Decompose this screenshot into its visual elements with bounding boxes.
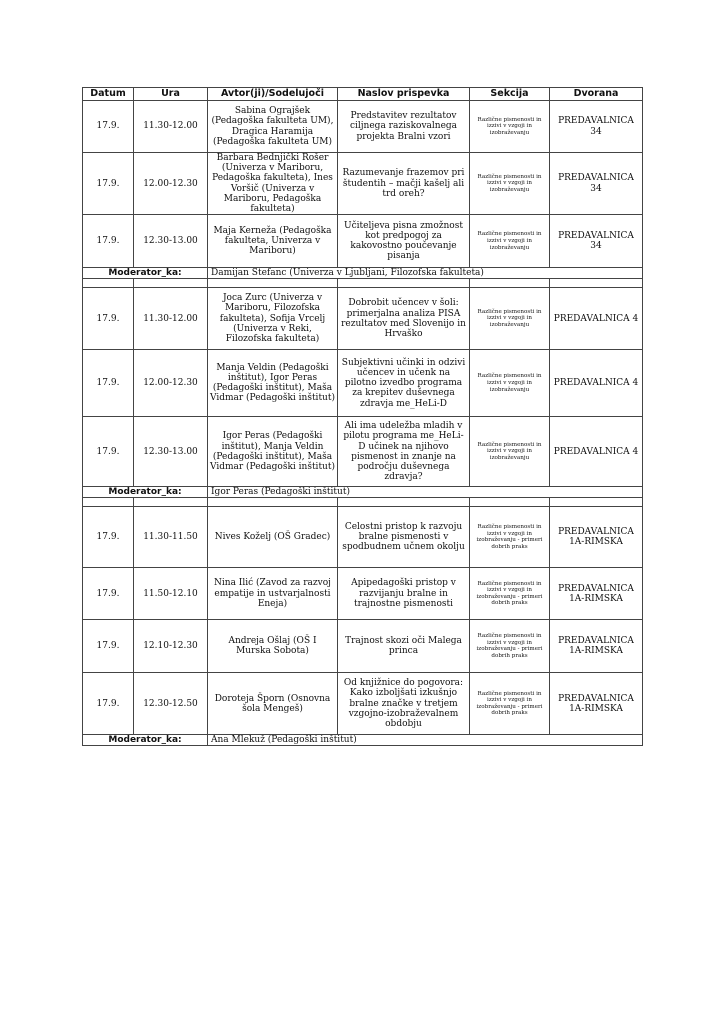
schedule-body — [83, 101, 643, 746]
cell-datum: 17.9. — [83, 568, 134, 620]
session-row — [83, 350, 643, 417]
cell-avtor: Igor Peras (Pedagoški inštitut), Manja Veldin (Pedagoški inštitut), Maša Vidmar (Pedagoški inštitut) — [208, 417, 338, 487]
cell-datum: 17.9. — [83, 153, 134, 215]
cell-naslov: Dobrobit učencev v šoli: primerjalna analiza PISA rezultatov med Slovenijo in Hrvaško — [338, 288, 470, 350]
session-row — [83, 568, 643, 620]
cell-dvorana: PREDAVALNICA 1A-RIMSKA — [550, 507, 643, 568]
moderator-name: Igor Peras (Pedagoški inštitut) — [208, 487, 643, 498]
cell-sekcija: Različne pismenosti in izzivi v vzgoji in izobraževanju - primeri dobrih praks — [470, 507, 550, 568]
cell-datum: 17.9. — [83, 101, 134, 153]
cell-dvorana: PREDAVALNICA 1A-RIMSKA — [550, 673, 643, 735]
cell-naslov: Predstavitev rezultatov ciljnega raziskovalnega projekta Bralni vzori — [338, 101, 470, 153]
cell-dvorana: PREDAVALNICA 4 — [550, 350, 643, 417]
cell-ura: 11.30-11.50 — [134, 507, 208, 568]
spacer-cell — [134, 279, 208, 288]
session-row — [83, 101, 643, 153]
header-datum: Datum — [83, 88, 134, 101]
spacer-cell — [134, 498, 208, 507]
cell-sekcija: Različne pismenosti in izzivi v vzgoji in izobraževanju — [470, 288, 550, 350]
cell-naslov: Subjektivni učinki in odzivi učencev in učenk na pilotno izvedbo programa za krepitev duševnega zdravja me_HeLi-D — [338, 350, 470, 417]
spacer-cell — [470, 498, 550, 507]
cell-naslov: Apipedagoški pristop v razvijanju bralne in trajnostne pismenosti — [338, 568, 470, 620]
spacer-cell — [550, 498, 643, 507]
cell-ura: 12.30-12.50 — [134, 673, 208, 735]
moderator-row — [83, 487, 643, 498]
spacer-cell — [338, 498, 470, 507]
cell-dvorana: PREDAVALNICA 34 — [550, 153, 643, 215]
cell-ura: 12.00-12.30 — [134, 153, 208, 215]
moderator-row — [83, 268, 643, 279]
header-row — [83, 88, 643, 101]
cell-avtor: Nives Koželj (OŠ Gradec) — [208, 507, 338, 568]
session-row — [83, 215, 643, 268]
moderator-label: Moderator_ka: — [83, 268, 208, 279]
spacer-cell — [208, 279, 338, 288]
header-naslov: Naslov prispevka — [338, 88, 470, 101]
cell-dvorana: PREDAVALNICA 4 — [550, 417, 643, 487]
cell-datum: 17.9. — [83, 620, 134, 673]
cell-datum: 17.9. — [83, 215, 134, 268]
cell-avtor: Andreja Ošlaj (OŠ I Murska Sobota) — [208, 620, 338, 673]
spacer-cell — [338, 279, 470, 288]
moderator-label: Moderator_ka: — [83, 487, 208, 498]
header-dvorana: Dvorana — [550, 88, 643, 101]
cell-datum: 17.9. — [83, 673, 134, 735]
session-row — [83, 288, 643, 350]
cell-sekcija: Različne pismenosti in izzivi v vzgoji in izobraževanju — [470, 101, 550, 153]
cell-sekcija: Različne pismenosti in izzivi v vzgoji in izobraževanju — [470, 215, 550, 268]
cell-avtor: Maja Kerneža (Pedagoška fakulteta, Univerza v Mariboru) — [208, 215, 338, 268]
cell-avtor: Nina Ilić (Zavod za razvoj empatije in ustvarjalnosti Eneja) — [208, 568, 338, 620]
cell-naslov: Od knjižnice do pogovora: Kako izboljšati izkušnjo bralne značke v tretjem vzgojno-izobraževalnem obdobju — [338, 673, 470, 735]
cell-ura: 12.00-12.30 — [134, 350, 208, 417]
cell-avtor: Barbara Bednjički Rošer (Univerza v Mariboru, Pedagoška fakulteta), Ines Voršič (Univerza v Mariboru, Pedagoška fakulteta) — [208, 153, 338, 215]
cell-sekcija: Različne pismenosti in izzivi v vzgoji in izobraževanju — [470, 153, 550, 215]
cell-dvorana: PREDAVALNICA 34 — [550, 215, 643, 268]
cell-ura: 11.30-12.00 — [134, 288, 208, 350]
cell-dvorana: PREDAVALNICA 4 — [550, 288, 643, 350]
cell-datum: 17.9. — [83, 288, 134, 350]
spacer-cell — [470, 279, 550, 288]
cell-ura: 12.30-13.00 — [134, 417, 208, 487]
cell-dvorana: PREDAVALNICA 1A-RIMSKA — [550, 568, 643, 620]
moderator-name: Ana Mlekuž (Pedagoški inštitut) — [208, 735, 643, 746]
cell-avtor: Joca Zurc (Univerza v Mariboru, Filozofska fakulteta), Sofija Vrcelj (Univerza v Reki, Filozofska fakulteta) — [208, 288, 338, 350]
session-row — [83, 507, 643, 568]
spacer-cell — [83, 498, 134, 507]
header-ura: Ura — [134, 88, 208, 101]
header-sekcija: Sekcija — [470, 88, 550, 101]
session-row — [83, 417, 643, 487]
session-row — [83, 153, 643, 215]
cell-datum: 17.9. — [83, 417, 134, 487]
cell-naslov: Razumevanje frazemov pri študentih – mačji kašelj ali trd oreh? — [338, 153, 470, 215]
cell-sekcija: Različne pismenosti in izzivi v vzgoji in izobraževanju - primeri dobrih praks — [470, 620, 550, 673]
cell-naslov: Učiteljeva pisna zmožnost kot predpogoj za kakovostno poučevanje pisanja — [338, 215, 470, 268]
cell-naslov: Ali ima udeležba mladih v pilotu programa me_HeLi-D učinek na njihovo pismenost in znanje na področju duševnega zdravja? — [338, 417, 470, 487]
moderator-name: Damijan Štefanc (Univerza v Ljubljani, Filozofska fakulteta) — [208, 268, 643, 279]
cell-dvorana: PREDAVALNICA 1A-RIMSKA — [550, 620, 643, 673]
cell-avtor: Doroteja Šporn (Osnovna šola Mengeš) — [208, 673, 338, 735]
cell-datum: 17.9. — [83, 350, 134, 417]
cell-ura: 11.30-12.00 — [134, 101, 208, 153]
cell-sekcija: Različne pismenosti in izzivi v vzgoji in izobraževanju - primeri dobrih praks — [470, 568, 550, 620]
cell-sekcija: Različne pismenosti in izzivi v vzgoji in izobraževanju - primeri dobrih praks — [470, 673, 550, 735]
cell-avtor: Sabina Ograjšek (Pedagoška fakulteta UM), Dragica Haramija (Pedagoška fakulteta UM) — [208, 101, 338, 153]
cell-avtor: Manja Veldin (Pedagoški inštitut), Igor Peras (Pedagoški inštitut), Maša Vidmar (Pedagoški inštitut) — [208, 350, 338, 417]
spacer-row — [83, 498, 643, 507]
moderator-label: Moderator_ka: — [83, 735, 208, 746]
cell-ura: 12.10-12.30 — [134, 620, 208, 673]
spacer-cell — [208, 498, 338, 507]
cell-ura: 11.50-12.10 — [134, 568, 208, 620]
cell-sekcija: Različne pismenosti in izzivi v vzgoji in izobraževanju — [470, 350, 550, 417]
session-row — [83, 620, 643, 673]
spacer-cell — [83, 279, 134, 288]
spacer-cell — [550, 279, 643, 288]
moderator-row — [83, 735, 643, 746]
cell-sekcija: Različne pismenosti in izzivi v vzgoji in izobraževanju — [470, 417, 550, 487]
cell-naslov: Trajnost skozi oči Malega princa — [338, 620, 470, 673]
session-row — [83, 673, 643, 735]
cell-datum: 17.9. — [83, 507, 134, 568]
cell-ura: 12.30-13.00 — [134, 215, 208, 268]
schedule-table — [82, 87, 643, 746]
cell-naslov: Celostni pristop k razvoju bralne pismenosti v spodbudnem učnem okolju — [338, 507, 470, 568]
header-avtor: Avtor(ji)/Sodelujoči — [208, 88, 338, 101]
spacer-row — [83, 279, 643, 288]
cell-dvorana: PREDAVALNICA 34 — [550, 101, 643, 153]
